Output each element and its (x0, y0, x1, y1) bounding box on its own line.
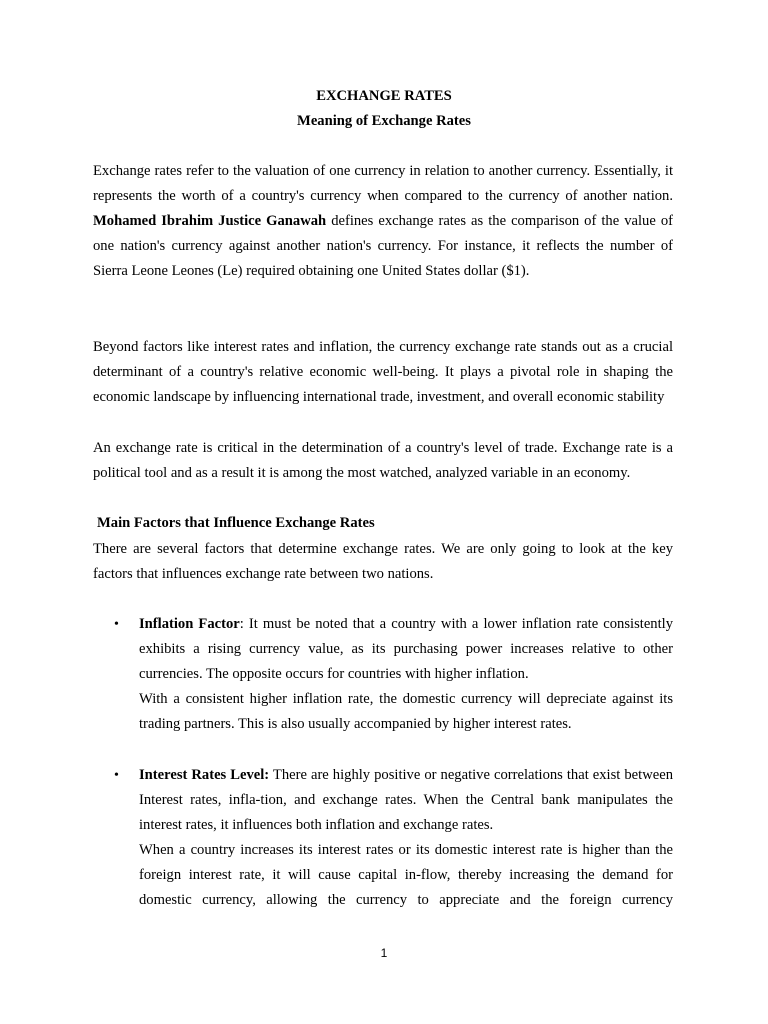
intro-text-end: defines exchange rates as the comparison of the value of one nation's currency against another nation's currency. For instance, it reflects the number of Sierra Leone Leones (Le) required obtaining one United States dollar ($1). (93, 213, 673, 280)
trade-paragraph: An exchange rate is critical in the determination of a country's level of trade. Exchange rate is a political tool and as a result it is among the most watched, analyzed variable in an economy. (93, 440, 673, 482)
bullet-text: It must be noted that a country with a lower inflation rate consistently exhibits a rising currency value, as its purchasing power increases relative to other currencies. The opposite occurs for countries with higher inflation. (139, 616, 674, 683)
page-number: 1 (380, 946, 388, 960)
bullet-paragraph (139, 763, 673, 838)
bullet-label: Interest Rates Level: (139, 767, 270, 783)
bullet-point: • (114, 617, 119, 632)
author-name: Mohamed Ibrahim Justice Ganawah (93, 213, 327, 230)
intro-paragraph (93, 159, 673, 284)
bullet-paragraph-continued: When a country increases its interest rates or its domestic interest rate is higher than the foreign interest rate, it will cause capital in-flow, thereby increasing the demand for domestic currency, allowing the currency to appreciate and the foreign currency (139, 842, 673, 909)
document-subtitle: Meaning of Exchange Rates (297, 113, 471, 129)
bullet-item-interest-rates (139, 763, 673, 914)
document-title: EXCHANGE RATES (316, 88, 452, 104)
section-intro-paragraph: There are several factors that determine exchange rates. We are only going to look at the key factors that influences exchange rate between two nations. (93, 541, 673, 583)
bullet-point: • (114, 768, 119, 783)
intro-text-start: Exchange rates refer to the valuation of one currency in relation to another currency. Essentially, it represents the worth of a country's currency when compared to the currency of another nation. (93, 163, 673, 205)
bullet-label: Inflation Factor (139, 616, 240, 632)
bullet-text: There are highly positive or negative correlations that exist between Interest rates, infla-tion, and exchange rates. When the Central bank manipulates the interest rates, it influences both inflation and exchange rates. (139, 767, 673, 834)
bullet-paragraph: Inflation Factor: It must be noted that a country with a lower inflation rate consistently exhibits a rising currency value, as its purchasing power increases relative to other currencies. The opposite occurs for countries with higher inflation. (139, 616, 674, 683)
bullet-paragraph-continued: With a consistent higher inflation rate, the domestic currency will depreciate against its trading partners. This is also usually accompanied by higher interest rates. (139, 691, 673, 733)
economic-wellbeing-paragraph: Beyond factors like interest rates and inflation, the currency exchange rate stands out as a crucial determinant of a country's relative economic well-being. It plays a pivotal role in shaping the economic landscape by influencing international trade, investment, and overall economic stability (93, 339, 673, 406)
bullet-item-inflation (139, 612, 673, 737)
section-heading: Main Factors that Influence Exchange Rates (97, 515, 375, 531)
